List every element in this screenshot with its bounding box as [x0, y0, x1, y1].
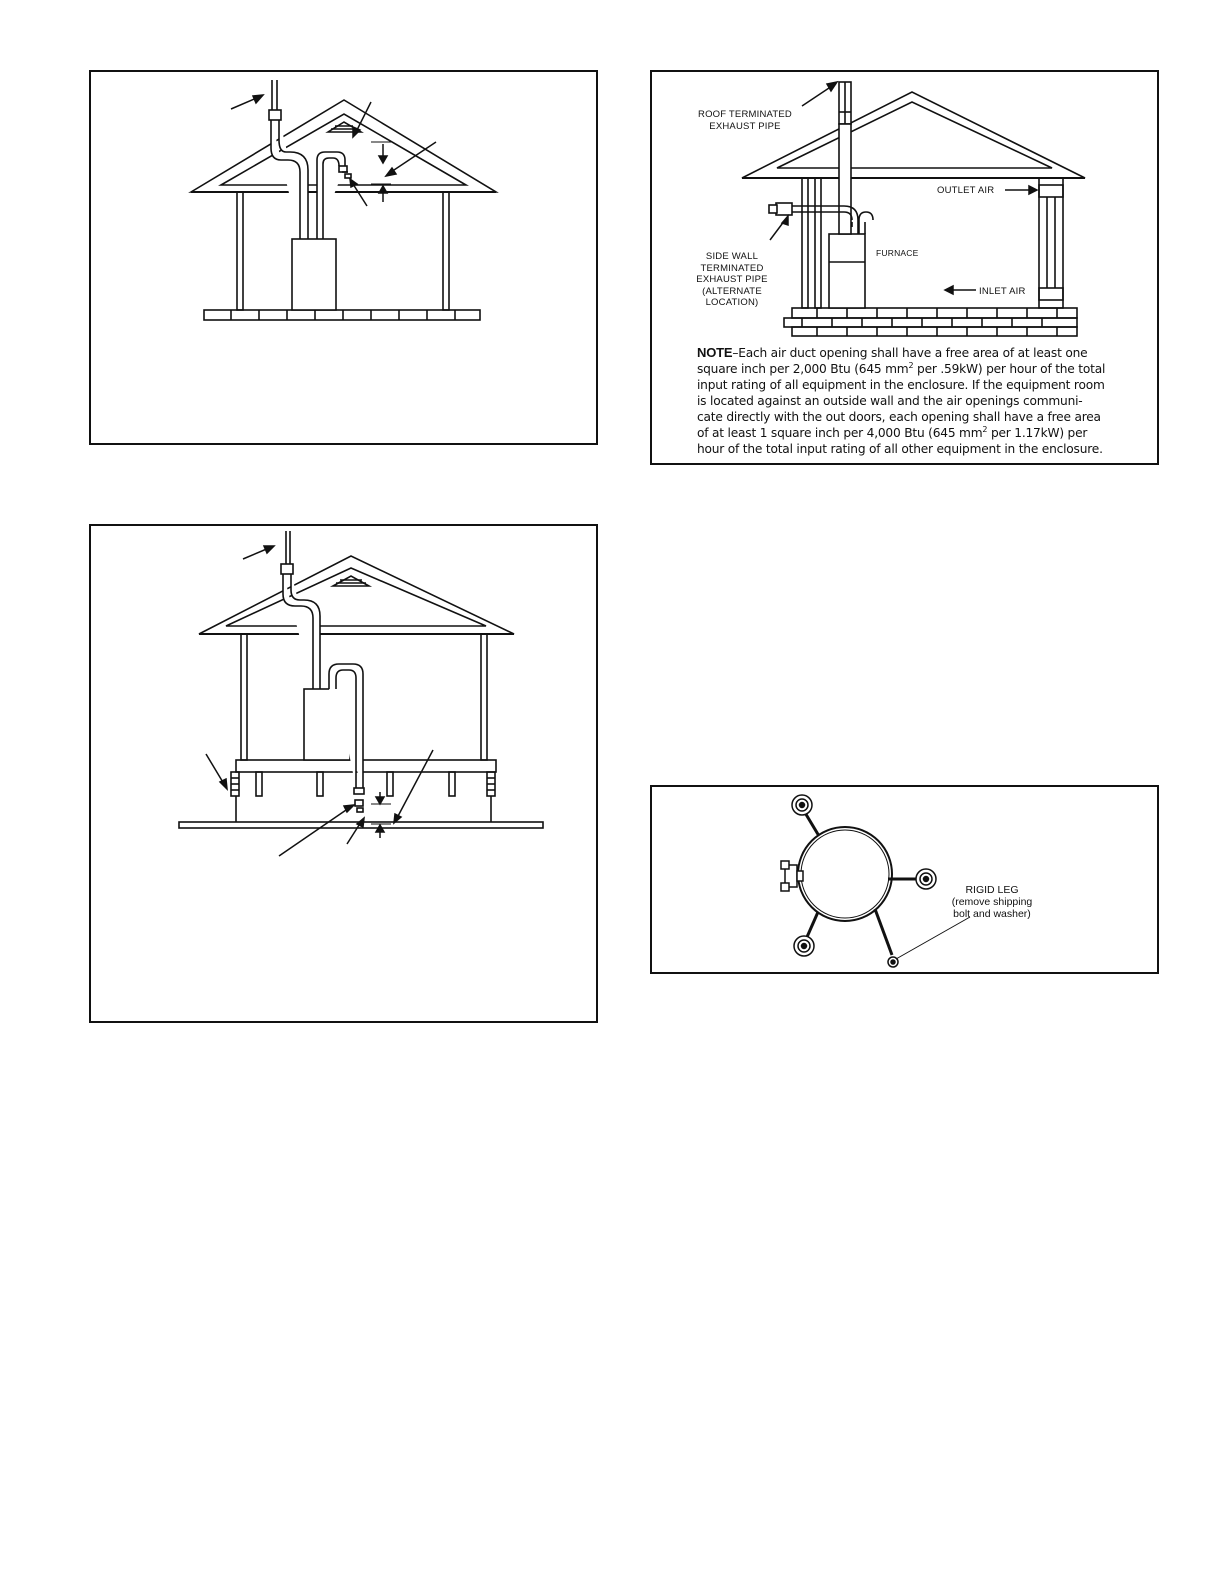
note-line: hour of the total input rating of all other equipment in the enclosure.: [697, 442, 1103, 456]
label-line: TERMINATED: [700, 262, 764, 274]
roof-outline: [742, 92, 1085, 178]
note-superscript: 2: [908, 360, 914, 370]
label-side-wall-exhaust: [682, 251, 782, 309]
label-outlet-air: OUTLET AIR: [937, 185, 995, 196]
left-wall: [802, 178, 808, 308]
label-inlet-air: INLET AIR: [979, 286, 1026, 297]
note-line: input rating of all equipment in the enclosure. If the equipment room: [697, 378, 1105, 392]
crawlspace-installation-drawing: [91, 526, 600, 1025]
label-line: EXHAUST PIPE: [696, 274, 768, 285]
attic-installation-drawing: [91, 72, 600, 447]
figure-crawlspace-installation: [89, 524, 598, 1023]
note-line: of at least 1 square inch per 4,000 Btu (645 mm: [697, 426, 983, 440]
note-line: square inch per 2,000 Btu (645 mm: [697, 362, 909, 376]
roof-outline: [199, 556, 514, 634]
label-line: (remove shipping: [951, 896, 1033, 908]
rigid-leg-leader: [896, 917, 970, 959]
left-post: [237, 192, 243, 310]
note-line: is located against an outside wall and the air openings communi-: [697, 394, 1083, 408]
figure-attic-installation: [89, 70, 598, 445]
label-line: RIGID LEG: [965, 884, 1019, 896]
note-line: per 1.17kW) per: [987, 426, 1088, 440]
rigid-leg-drawing: [652, 787, 1161, 976]
furnace-unit: [829, 234, 865, 308]
note-superscript: 2: [982, 424, 988, 434]
label-furnace: FURNACE: [876, 248, 919, 258]
label-line: LOCATION): [705, 297, 759, 308]
note-line: cate directly with the out doors, each opening shall have a free area: [697, 410, 1101, 424]
figure-equipment-room: [650, 70, 1159, 465]
label-line: (ALTERNATE: [702, 285, 762, 297]
note-line: –Each air duct opening shall have a free area of at least one: [732, 346, 1088, 360]
label-line: EXHAUST PIPE: [709, 120, 781, 132]
label-roof-terminated-exhaust: [690, 109, 800, 132]
floor-deck: [236, 760, 496, 772]
furnace-base-circle: [798, 827, 892, 921]
label-line: SIDE WALL: [705, 251, 759, 262]
floor-slab: [204, 310, 480, 320]
label-line: ROOF TERMINATED: [698, 109, 792, 120]
left-post: [241, 634, 247, 760]
label-line: bolt and washer): [953, 908, 1031, 920]
right-post: [443, 192, 449, 310]
note-text: [697, 345, 1127, 457]
right-post: [481, 634, 487, 760]
furnace-unit: [292, 239, 336, 310]
label-rigid-leg: [942, 884, 1042, 920]
figure-rigid-leg-top-view: [650, 785, 1159, 974]
note-line: per .59kW) per hour of the total: [913, 362, 1106, 376]
note-lead: NOTE: [697, 345, 733, 360]
